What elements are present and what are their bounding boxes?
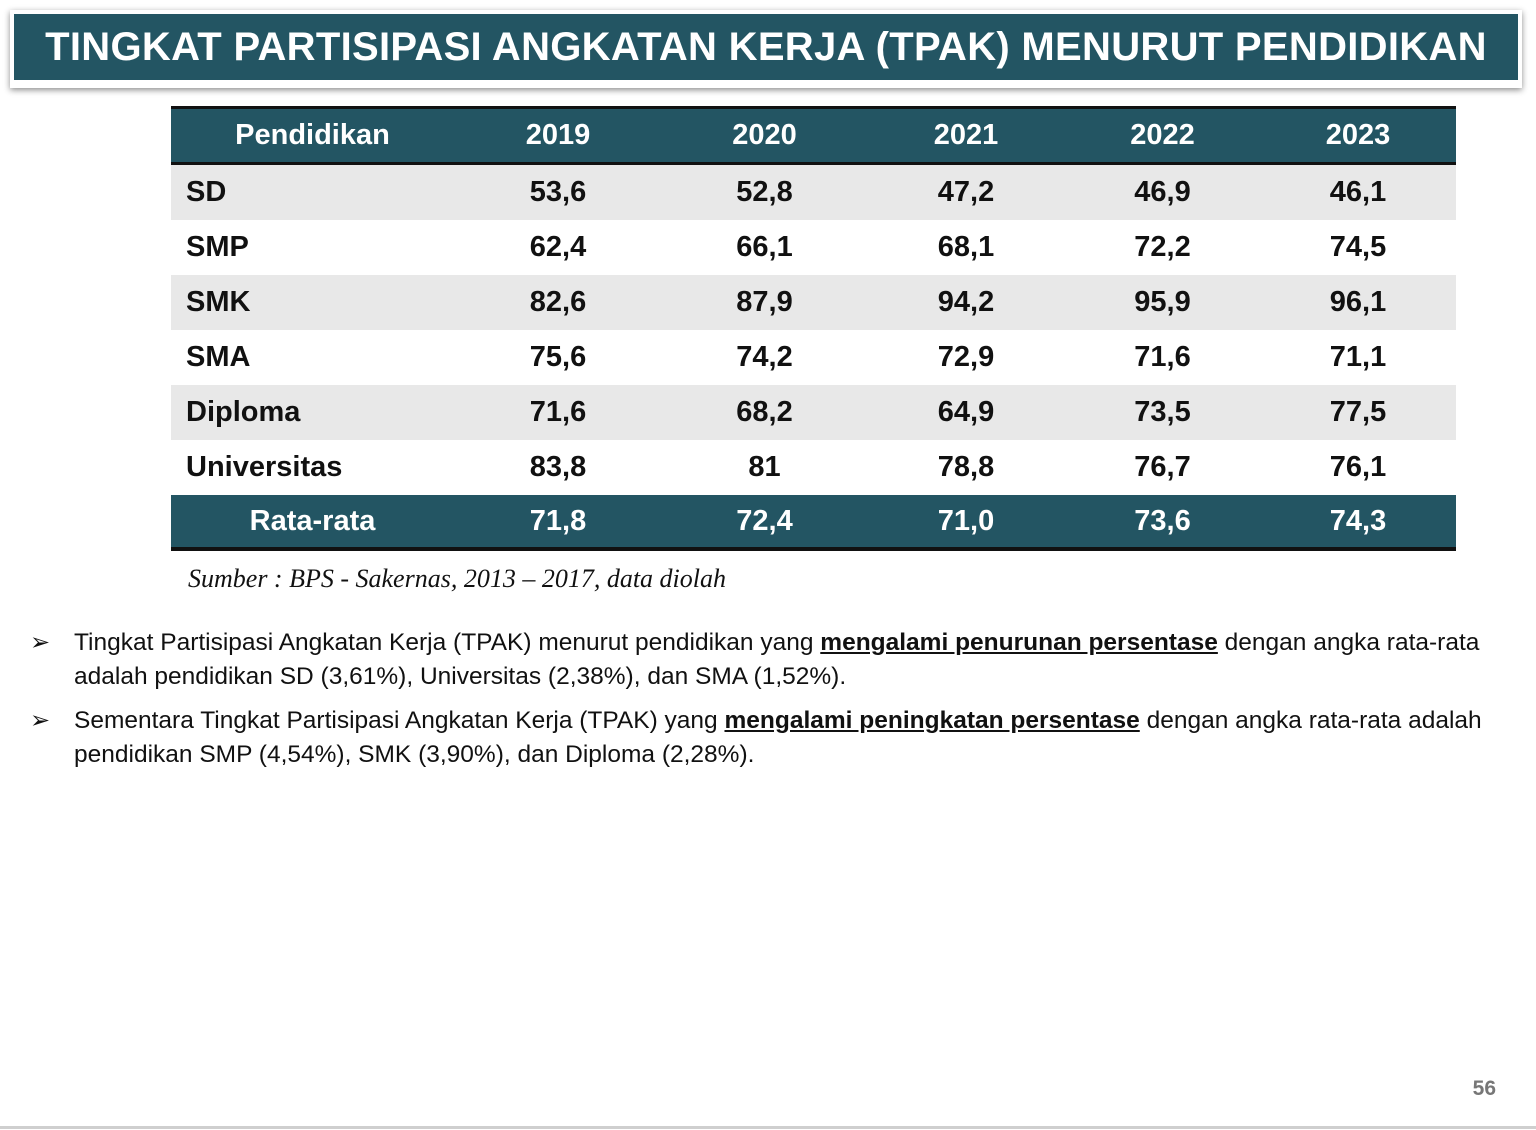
table-cell: 62,4: [529, 231, 587, 263]
table-header-row: [171, 108, 1456, 164]
average-cell: 71,0: [867, 495, 1065, 549]
header-2021: 2021: [867, 108, 1065, 164]
page-number: 56: [1472, 1077, 1496, 1100]
table-cell: 78,8: [937, 451, 995, 483]
table-cell: 71,6: [1134, 341, 1191, 373]
table-cell: 71,6: [529, 396, 587, 428]
bullet-highlight: mengalami penurunan persentase: [820, 629, 1218, 656]
table-cell: 66,1: [736, 231, 793, 263]
bullet-text: Sementara Tingkat Partisipasi Angkatan Kerja (TPAK) yang: [74, 707, 725, 734]
table-cell: 74,5: [1329, 231, 1387, 263]
table-cell: 68,2: [736, 396, 793, 428]
arrow-bullet-icon: ➢: [30, 707, 51, 734]
row-label: SD: [186, 176, 227, 208]
row-label: Universitas: [186, 451, 343, 483]
table-cell: 83,8: [529, 451, 587, 483]
source-note: Sumber : BPS - Sakernas, 2013 – 2017, data diolah: [188, 564, 727, 593]
table-row: [171, 385, 1456, 440]
header-2019: 2019: [454, 108, 662, 164]
bullet-text: dengan angka rata-rata adalah pendidikan SMP (4,54%), SMK (3,90%), dan Diploma (2,28%).: [74, 707, 1482, 768]
arrow-bullet-icon: ➢: [30, 629, 51, 656]
header-pendidikan: Pendidikan: [171, 108, 454, 164]
table-cell: 46,9: [1134, 176, 1191, 208]
average-cell: 73,6: [1065, 495, 1260, 549]
header-2023: 2023: [1260, 108, 1456, 164]
average-label: Rata-rata: [171, 495, 454, 549]
table-cell: 77,5: [1329, 396, 1387, 428]
table-cell: 64,9: [937, 396, 995, 428]
table-cell: 74,2: [736, 341, 793, 373]
table-cell: 76,7: [1134, 451, 1191, 483]
row-label: Diploma: [186, 396, 301, 428]
table-cell: 76,1: [1329, 451, 1387, 483]
table-cell: 87,9: [736, 286, 793, 318]
bullet-item: [28, 626, 1498, 694]
average-cell: 72,4: [662, 495, 867, 549]
bullet-list: [28, 626, 1498, 782]
title-banner-fill: [14, 14, 1518, 80]
bullet-highlight: mengalami peningkatan persentase: [724, 707, 1140, 734]
row-label: SMK: [186, 286, 251, 318]
bottom-divider: [0, 1126, 1536, 1129]
table-cell: 72,9: [937, 341, 995, 373]
header-2022: 2022: [1065, 108, 1260, 164]
average-cell: 74,3: [1260, 495, 1456, 549]
average-row: [171, 495, 1456, 549]
average-cell: 71,8: [454, 495, 662, 549]
table-row: [171, 440, 1456, 495]
table-cell: 46,1: [1329, 176, 1387, 208]
row-label: SMP: [186, 231, 249, 263]
table-cell: 81: [748, 451, 781, 483]
table-row: [171, 220, 1456, 275]
table-cell: 94,2: [937, 286, 995, 318]
row-label: SMA: [186, 341, 251, 373]
table-cell: 96,1: [1329, 286, 1387, 318]
bullet-text: Tingkat Partisipasi Angkatan Kerja (TPAK) menurut pendidikan yang: [74, 629, 821, 656]
title-banner: [10, 10, 1522, 88]
tpak-table: [171, 106, 1456, 551]
table-cell: 73,5: [1134, 396, 1191, 428]
page-title: TINGKAT PARTISIPASI ANGKATAN KERJA (TPAK) MENURUT PENDIDIKAN: [45, 24, 1487, 69]
table-cell: 68,1: [937, 231, 995, 263]
bullet-text: dengan angka rata-rata adalah pendidikan SD (3,61%), Universitas (2,38%), dan SMA (1,52%).: [74, 629, 1480, 690]
table-cell: 71,1: [1329, 341, 1387, 373]
table-row: [171, 330, 1456, 385]
table-cell: 52,8: [736, 176, 793, 208]
table-row: [171, 275, 1456, 330]
table-row: [171, 164, 1456, 221]
table-cell: 82,6: [529, 286, 587, 318]
table-cell: 72,2: [1134, 231, 1191, 263]
table-cell: 47,2: [937, 176, 995, 208]
table-cell: 75,6: [529, 341, 587, 373]
bullet-item: [28, 704, 1498, 772]
header-2020: 2020: [662, 108, 867, 164]
table-cell: 95,9: [1134, 286, 1191, 318]
table-cell: 53,6: [529, 176, 587, 208]
